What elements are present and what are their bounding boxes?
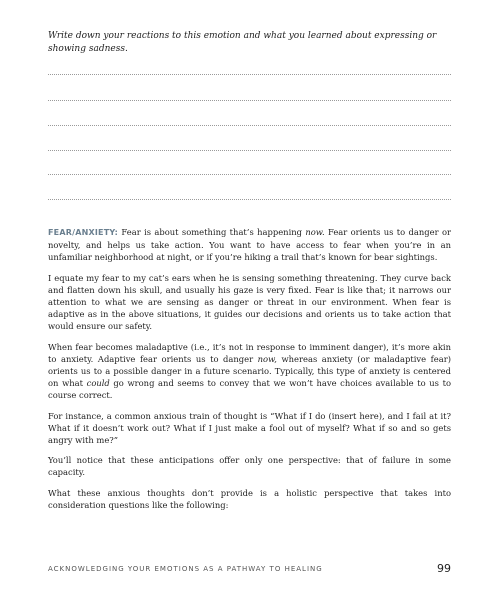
page-number: 99 — [437, 562, 451, 575]
writing-line — [48, 199, 451, 200]
paragraph: FEAR/ANXIETY: Fear is about something that’s happening now. Fear orients us to danger or novelty, and helps us take action. You want to have access to fear when you’re in an unfamiliar neighborhood at night, or if you’re hiking a trail that’s known for bear sightings. — [48, 227, 451, 263]
section-heading: FEAR/ANXIETY: — [48, 228, 119, 237]
paragraph: When fear becomes maladaptive (i.e., it’s not in response to imminent danger), it’s more akin to anxiety. Adaptive fear orients us to danger now, whereas anxiety (or maladaptive fear) orients us to a possible danger in a future scenario. Typically, this type of anxiety is centered on what could go wrong and seems to convey that we won’t have choices available to us to course correct. — [48, 341, 452, 401]
writing-line — [48, 100, 451, 101]
paragraph: For instance, a common anxious train of thought is “What if I do (insert here), and I fail at it? What if it doesn’t work out? What if I just make a fool out of myself? What if so and so gets angry with me?” — [48, 410, 451, 446]
page-footer — [48, 562, 451, 576]
body-text — [48, 226, 451, 519]
writing-line — [48, 125, 451, 126]
paragraph: You’ll notice that these anticipations offer only one perspective: that of failure in some capacity. — [48, 455, 451, 478]
journal-prompt: Write down your reactions to this emotion and what you learned about expressing or showing sadness. — [48, 31, 437, 54]
writing-line — [48, 150, 451, 151]
running-head: ACKNOWLEDGING YOUR EMOTIONS AS A PATHWAY TO HEALING — [48, 565, 323, 573]
paragraph: What these anxious thoughts don’t provide is a holistic perspective that takes into consideration questions like the following: — [48, 487, 451, 510]
writing-line — [48, 74, 451, 75]
writing-line — [48, 174, 451, 175]
paragraph: I equate my fear to my cat’s ears when he is sensing something threatening. They curve back and flatten down his skull, and usually his gaze is very fixed. Fear is like that; it narrows our attention to what we are sensing as danger or threat in our environment. When fear is adaptive as in the above situations, it guides our decisions and orients us to take action that would ensure our safety. — [48, 272, 451, 332]
